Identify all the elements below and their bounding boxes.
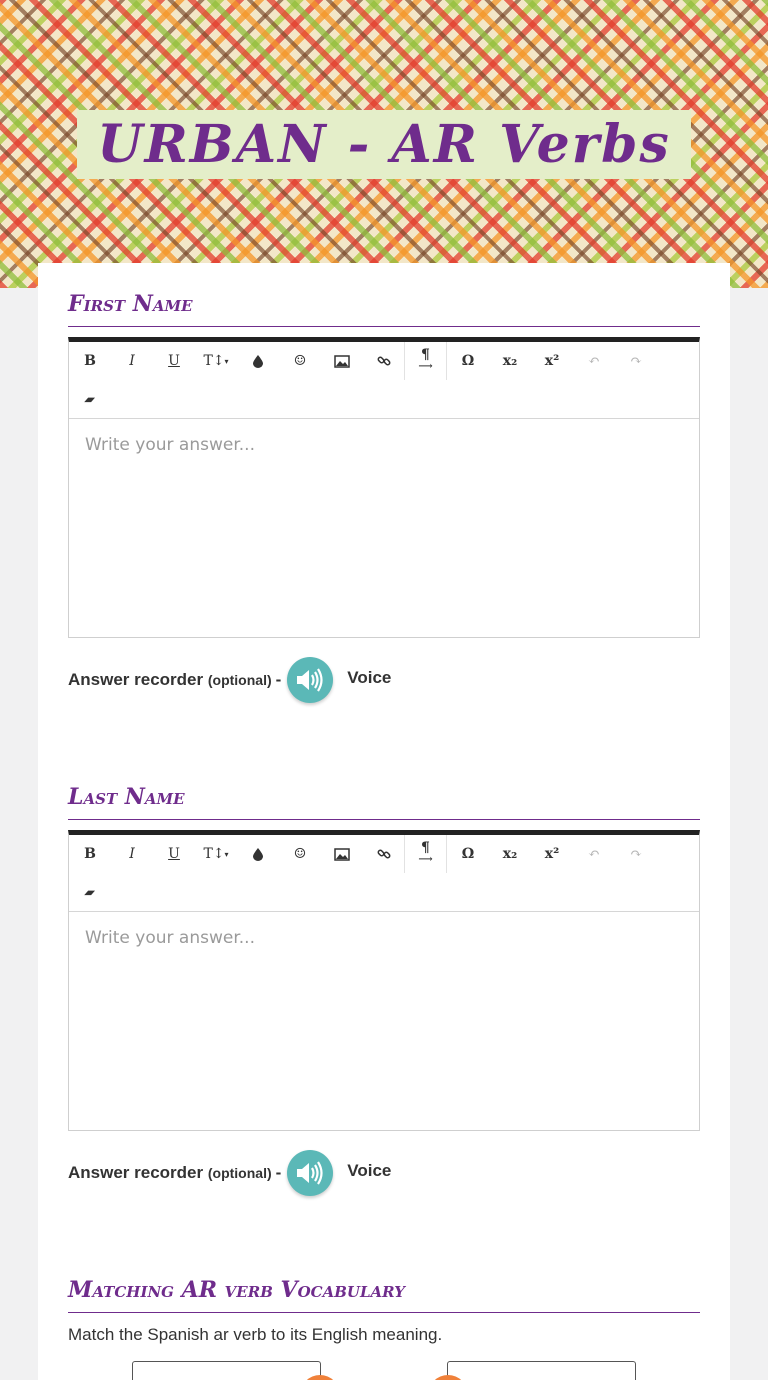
voice-label: Voice [347, 668, 392, 687]
recorder-label: Answer recorder (optional) [68, 670, 272, 689]
paragraph-icon: ¶ [421, 347, 430, 363]
match-item-left[interactable] [132, 1361, 321, 1380]
question-title: Matching AR verb Vocabulary [68, 1277, 700, 1313]
image-button[interactable] [321, 342, 363, 380]
emoji-button[interactable]: ☺ [293, 846, 307, 862]
text-size-icon: T↕ [203, 846, 225, 862]
question-matching [68, 1277, 700, 1345]
text-size-button[interactable]: T↕ ▾ [203, 846, 229, 862]
voice-label: Voice [347, 1161, 392, 1180]
italic-button[interactable]: I [129, 846, 135, 862]
color-button[interactable] [237, 342, 279, 380]
link-button[interactable] [363, 342, 405, 380]
text-size-button[interactable]: T↕ ▾ [203, 353, 229, 369]
text-size-icon: T↕ [203, 353, 225, 369]
omega-button[interactable]: Ω [461, 846, 475, 862]
recorder-dash: - [275, 670, 282, 689]
undo-button[interactable]: ↶ [588, 846, 600, 862]
paragraph-button[interactable]: ¶ ⟶ [405, 342, 447, 380]
superscript-button[interactable]: x² [544, 846, 560, 862]
speaker-icon [295, 667, 325, 693]
rich-text-editor [68, 337, 700, 638]
title-box [77, 110, 691, 179]
eraser-button[interactable]: ▰ [82, 392, 98, 406]
answer-recorder [68, 1149, 700, 1197]
voice-record-button[interactable] [287, 1150, 333, 1196]
answer-textarea[interactable]: Write your answer... [85, 435, 255, 455]
paragraph-icon: ¶ [421, 840, 430, 856]
redo-button[interactable]: ↷ [630, 846, 642, 862]
question-title: Last Name [68, 784, 700, 820]
match-item-right[interactable] [447, 1361, 636, 1380]
image-icon [334, 848, 350, 861]
voice-record-button[interactable] [287, 657, 333, 703]
recorder-label: Answer recorder (optional) [68, 1163, 272, 1182]
form-card [38, 263, 730, 1380]
rich-text-editor [68, 830, 700, 1131]
subscript-button[interactable]: x₂ [502, 353, 518, 369]
bold-button[interactable]: B [84, 353, 96, 369]
superscript-button[interactable]: x² [544, 353, 560, 369]
omega-button[interactable]: Ω [461, 353, 475, 369]
question-title: First Name [68, 291, 700, 327]
underline-button[interactable]: U [168, 846, 180, 862]
page-title: URBAN - AR Verbs [97, 114, 671, 175]
editor-toolbar [69, 835, 699, 912]
subscript-button[interactable]: x₂ [502, 846, 518, 862]
question-last-name [68, 784, 700, 1197]
question-first-name [68, 291, 700, 704]
link-icon [377, 847, 391, 861]
recorder-dash: - [275, 1163, 282, 1182]
droplet-icon [253, 355, 263, 368]
droplet-icon [253, 848, 263, 861]
answer-recorder [68, 656, 700, 704]
italic-button[interactable]: I [129, 353, 135, 369]
undo-button[interactable]: ↶ [588, 353, 600, 369]
link-icon [377, 354, 391, 368]
emoji-button[interactable]: ☺ [293, 353, 307, 369]
color-button[interactable] [237, 835, 279, 873]
redo-button[interactable]: ↷ [630, 353, 642, 369]
image-button[interactable] [321, 835, 363, 873]
eraser-button[interactable]: ▰ [82, 885, 98, 899]
question-instruction: Match the Spanish ar verb to its English meaning. [68, 1325, 443, 1344]
answer-textarea[interactable]: Write your answer... [85, 928, 255, 948]
speaker-icon [295, 1160, 325, 1186]
paragraph-button[interactable]: ¶ ⟶ [405, 835, 447, 873]
bold-button[interactable]: B [84, 846, 96, 862]
editor-toolbar [69, 342, 699, 419]
header-banner [0, 0, 768, 288]
link-button[interactable] [363, 835, 405, 873]
underline-button[interactable]: U [168, 353, 180, 369]
image-icon [334, 355, 350, 368]
